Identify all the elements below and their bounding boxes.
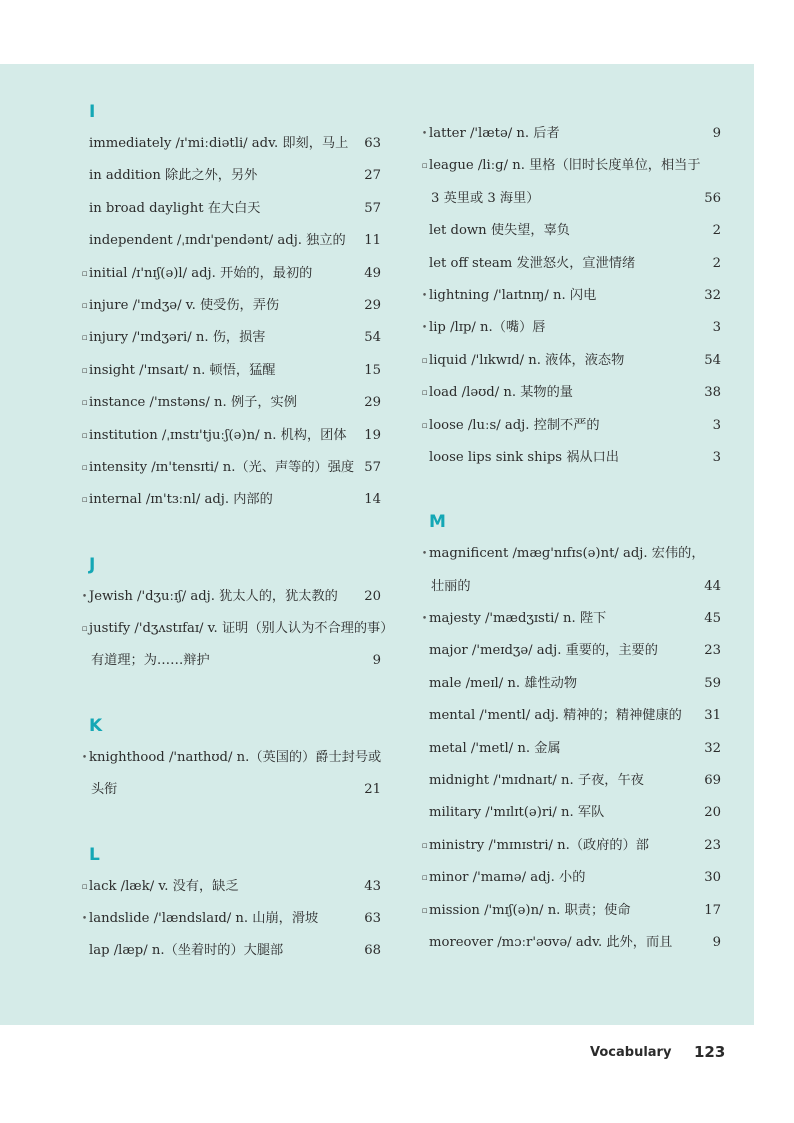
- entry-page-number: 57: [364, 459, 381, 475]
- entry-page-number: 38: [704, 385, 721, 401]
- section-letter: L: [89, 844, 100, 865]
- vocab-entry: [78, 742, 381, 774]
- entry-page-number: 32: [704, 740, 721, 756]
- dot-marker-icon: •: [421, 129, 428, 139]
- square-marker-icon: ▫: [421, 840, 428, 851]
- entry-page-number: 68: [364, 943, 381, 959]
- vocab-entry: [418, 797, 721, 829]
- entry-text: magnificent /mæɡ'nɪfɪs(ə)nt/ adj. 宏伟的，: [429, 546, 705, 562]
- square-marker-icon: ▫: [421, 161, 428, 172]
- dot-marker-icon: •: [421, 323, 428, 334]
- vocab-entry: [78, 871, 381, 903]
- entry-page-number: 23: [704, 837, 721, 853]
- vocab-entry: [78, 452, 381, 484]
- entry-text: load /ləʊd/ n. 某物的量: [429, 385, 573, 401]
- vocab-entry: [418, 150, 721, 182]
- section-spacer: [78, 807, 381, 839]
- section-spacer: [78, 517, 381, 549]
- entry-text: moreover /mɔːr'əʊvə/ adv. 此外，而且: [429, 934, 673, 950]
- entry-text: lightning /'laɪtnɪŋ/ n. 闪电: [429, 287, 597, 303]
- entry-page-number: 54: [704, 352, 721, 368]
- vocab-entry: [78, 387, 381, 419]
- entry-text: majesty /'mædʒɪsti/ n. 陛下: [429, 611, 607, 627]
- entry-text: minor /'maɪnə/ adj. 小的: [429, 870, 586, 886]
- entry-text: knighthood /'naɪthʊd/ n.（英国的）爵士封号或: [89, 749, 382, 765]
- square-marker-icon: ▫: [81, 333, 88, 344]
- entry-page-number: 49: [364, 265, 381, 281]
- vocab-entry: [78, 355, 381, 387]
- vocab-entry: [418, 765, 721, 797]
- entry-text: liquid /'lɪkwɪd/ n. 液体，液态物: [429, 352, 625, 368]
- entry-text: in addition 除此之外，另外: [89, 168, 258, 184]
- entry-text: lap /læp/ n.（坐着时的）大腿部: [89, 943, 284, 959]
- entry-page-number: 54: [364, 330, 381, 346]
- entry-text: metal /'metl/ n. 金属: [429, 740, 561, 756]
- section-l: [78, 807, 381, 968]
- entry-page-number: 44: [704, 578, 721, 594]
- entry-text: 有道理；为……辩护: [91, 653, 210, 669]
- square-marker-icon: ▫: [81, 365, 88, 376]
- vocab-entry: [418, 830, 721, 862]
- entry-text: loose lips sink ships 祸从口出: [429, 449, 619, 465]
- vocab-entry: [78, 935, 381, 967]
- dot-marker-icon: •: [421, 614, 428, 625]
- entry-text: insight /'ɪnsaɪt/ n. 顿悟，猛醒: [89, 362, 276, 378]
- vocab-entry: [78, 420, 381, 452]
- square-marker-icon: ▫: [81, 624, 88, 635]
- vocab-entry: [418, 927, 721, 959]
- section-letter: M: [429, 512, 446, 533]
- vocab-entry: [78, 903, 381, 935]
- vocab-entry-continuation: [418, 183, 721, 215]
- entry-page-number: 9: [712, 126, 721, 141]
- entry-text: mental /'mentl/ adj. 精神的；精神健康的: [429, 708, 682, 724]
- vocab-entry: [418, 668, 721, 700]
- vocab-entry: [418, 248, 721, 280]
- entry-text: independent /ˌɪndɪ'pendənt/ adj. 独立的: [89, 233, 346, 249]
- vocab-entry: [78, 225, 381, 257]
- vocab-entry: [418, 280, 721, 312]
- section-l-continued: [418, 64, 721, 474]
- entry-page-number: 30: [704, 870, 721, 886]
- vocab-entry: [418, 635, 721, 667]
- vocab-entry: [418, 410, 721, 442]
- entry-page-number: 57: [364, 200, 381, 216]
- entry-page-number: 59: [704, 675, 721, 691]
- entry-text: latter /'lætə/ n. 后者: [429, 126, 560, 141]
- entry-text: let down 使失望，辜负: [429, 223, 570, 239]
- entry-text: let off steam 发泄怒火，宣泄情绪: [429, 255, 636, 271]
- vocab-entry-continuation: [418, 571, 721, 603]
- entry-page-number: 3: [712, 449, 721, 465]
- vocab-entry: [78, 613, 394, 645]
- section-i: [78, 64, 381, 517]
- vocab-entry: [418, 895, 721, 927]
- entry-text: military /'mɪlɪt(ə)ri/ n. 军队: [429, 805, 605, 821]
- entry-text: lack /læk/ v. 没有，缺乏: [89, 878, 239, 894]
- right-column: [418, 64, 721, 959]
- entry-page-number: 15: [364, 362, 381, 378]
- vocab-entry: [418, 118, 721, 150]
- square-marker-icon: ▫: [421, 355, 428, 366]
- dot-marker-icon: •: [81, 752, 88, 763]
- section-spacer: [418, 474, 721, 506]
- entry-page-number: 3: [712, 320, 721, 336]
- square-marker-icon: ▫: [421, 420, 428, 431]
- section-spacer: [78, 64, 381, 96]
- dot-marker-icon: •: [81, 914, 88, 925]
- entry-text: initial /ɪ'nɪʃ(ə)l/ adj. 开始的，最初的: [89, 265, 313, 281]
- entry-text: ministry /'mɪnɪstri/ n.（政府的）部: [429, 837, 649, 853]
- vocab-entry: [418, 312, 721, 344]
- entry-page-number: 2: [712, 223, 721, 239]
- vocab-entry: [78, 290, 381, 322]
- section-spacer: [78, 678, 381, 710]
- vocab-entry: [418, 345, 721, 377]
- entry-text: internal /ɪn'tɜːnl/ adj. 内部的: [89, 492, 273, 508]
- vocab-entry: [418, 862, 721, 894]
- entry-text: lip /lɪp/ n.（嘴）唇: [429, 320, 546, 336]
- entry-page-number: 31: [704, 708, 721, 724]
- entry-page-number: 32: [704, 287, 721, 303]
- entry-page-number: 21: [364, 782, 381, 798]
- vocab-entry: [78, 128, 381, 160]
- entry-page-number: 29: [364, 395, 381, 411]
- section-k: [78, 678, 381, 807]
- entry-text: landslide /'lændslaɪd/ n. 山崩，滑坡: [89, 911, 319, 927]
- entry-page-number: 3: [712, 417, 721, 433]
- vocab-entry: [418, 215, 721, 247]
- entry-text: instance /'ɪnstəns/ n. 例子，实例: [89, 395, 297, 411]
- section-letter: K: [89, 715, 103, 736]
- vocab-entry: [418, 442, 721, 474]
- vocab-entry: [78, 160, 381, 192]
- entry-text: 头衔: [91, 782, 118, 798]
- square-marker-icon: ▫: [81, 462, 88, 473]
- square-marker-icon: ▫: [421, 905, 428, 916]
- vocab-entry: [78, 484, 381, 516]
- entry-page-number: 29: [364, 297, 381, 313]
- entry-page-number: 43: [364, 878, 381, 894]
- entry-text: 壮丽的: [431, 578, 471, 594]
- entry-page-number: 20: [364, 588, 381, 604]
- dot-marker-icon: •: [81, 591, 88, 602]
- entry-text: immediately /ɪ'miːdiətli/ adv. 即刻，马上: [89, 136, 349, 151]
- entry-page-number: 45: [704, 611, 721, 627]
- entry-page-number: 9: [712, 934, 721, 950]
- section-spacer: [418, 64, 721, 118]
- entry-page-number: 23: [704, 643, 721, 659]
- square-marker-icon: ▫: [81, 430, 88, 441]
- left-column: [78, 64, 394, 968]
- entry-text: loose /luːs/ adj. 控制不严的: [429, 417, 600, 433]
- vocab-entry: [418, 538, 721, 570]
- square-marker-icon: ▫: [421, 388, 428, 399]
- entry-text: injure /'ɪndʒə/ v. 使受伤，弄伤: [89, 297, 280, 313]
- entry-page-number: 2: [712, 255, 721, 271]
- footer-section-title: Vocabulary: [590, 1045, 672, 1060]
- vocab-entry: [78, 258, 381, 290]
- square-marker-icon: ▫: [81, 398, 88, 409]
- entry-page-number: 56: [704, 190, 721, 206]
- entry-text: 3 英里或 3 海里）: [431, 190, 540, 206]
- entry-page-number: 9: [372, 653, 381, 669]
- entry-text: Jewish /'dʒuːɪʃ/ adj. 犹太人的，犹太教的: [89, 588, 338, 604]
- entry-text: major /'meɪdʒə/ adj. 重要的，主要的: [429, 643, 658, 659]
- entry-page-number: 63: [364, 911, 381, 927]
- section-letter: I: [89, 102, 96, 122]
- entry-page-number: 27: [364, 168, 381, 184]
- section-j: [78, 517, 394, 678]
- entry-text: intensity /ɪn'tensɪti/ n.（光、声等的）强度: [89, 459, 355, 475]
- square-marker-icon: ▫: [81, 495, 88, 506]
- vocab-entry: [78, 193, 381, 225]
- entry-text: justify /'dʒʌstɪfaɪ/ v. 证明（别人认为不合理的事）: [89, 621, 394, 637]
- entry-text: midnight /'mɪdnaɪt/ n. 子夜，午夜: [429, 773, 644, 789]
- dot-marker-icon: •: [421, 290, 428, 301]
- entry-page-number: 20: [704, 805, 721, 821]
- section-letter: J: [89, 554, 96, 575]
- dot-marker-icon: •: [421, 549, 428, 560]
- vocab-entry: [418, 733, 721, 765]
- vocab-entry: [418, 700, 721, 732]
- square-marker-icon: ▫: [421, 873, 428, 884]
- entry-text: injury /'ɪndʒəri/ n. 伤，损害: [89, 330, 266, 346]
- square-marker-icon: ▫: [81, 300, 88, 311]
- entry-text: institution /ˌɪnstɪ'tjuːʃ(ə)n/ n. 机构，团体: [89, 427, 347, 443]
- entry-page-number: 14: [364, 492, 381, 508]
- vocab-entry: [418, 377, 721, 409]
- square-marker-icon: ▫: [81, 881, 88, 892]
- entry-page-number: 19: [364, 427, 381, 443]
- entry-page-number: 17: [704, 902, 721, 918]
- entry-text: male /meɪl/ n. 雄性动物: [429, 675, 578, 691]
- vocab-entry: [78, 581, 381, 613]
- entry-text: league /liːɡ/ n. 里格（旧时长度单位，相当于: [429, 158, 701, 174]
- vocab-entry-continuation: [78, 774, 381, 806]
- entry-page-number: 63: [364, 136, 381, 151]
- entry-page-number: 69: [704, 773, 721, 789]
- entry-page-number: 11: [364, 233, 381, 249]
- vocab-entry: [418, 603, 721, 635]
- section-m: [418, 474, 721, 959]
- footer-page-number: 123: [694, 1043, 726, 1061]
- entry-text: in broad daylight 在大白天: [89, 200, 261, 216]
- vocab-entry: [78, 322, 381, 354]
- entry-text: mission /'mɪʃ(ə)n/ n. 职责；使命: [429, 902, 631, 918]
- vocab-entry-continuation: [78, 645, 381, 677]
- square-marker-icon: ▫: [81, 268, 88, 279]
